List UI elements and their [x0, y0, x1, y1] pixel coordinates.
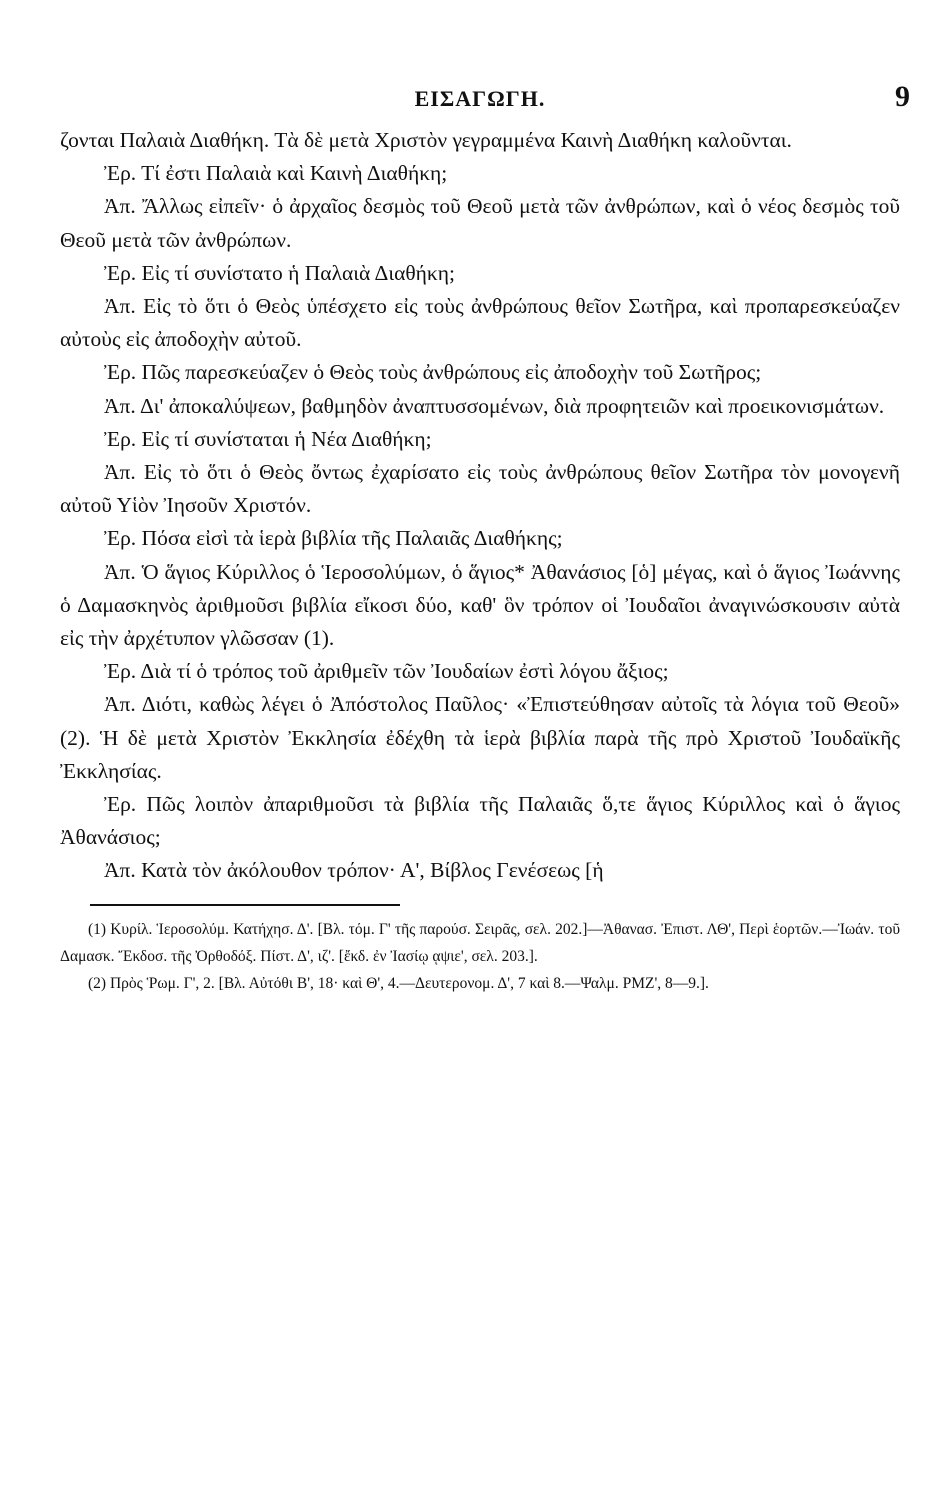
question-paragraph: Ἐρ. Διὰ τί ὁ τρόπος τοῦ ἀριθμεῖν τῶν Ἰουδαίων ἐστὶ λόγου ἄξιος; — [104, 659, 669, 684]
question-paragraph: Ἐρ. Πῶς παρεσκεύαζεν ὁ Θεὸς τοὺς ἀνθρώπους εἰς ἀποδοχὴν τοῦ Σωτῆρος; — [104, 360, 762, 385]
answer-paragraph: Ἀπ. Ἄλλως εἰπεῖν· ὁ ἀρχαῖος δεσμὸς τοῦ Θεοῦ μετὰ τῶν ἀνθρώπων, καὶ ὁ νέος δεσμὸς τοῦ Θεοῦ μετὰ τῶν ἀνθρώπων. — [60, 194, 900, 252]
footnote-1: (1) Κυρίλ. Ἱεροσολύμ. Κατήχησ. Δ'. [Βλ. τόμ. Γ' τῆς παρούσ. Σειρᾶς, σελ. 202.]—Ἀθανασ. Ἐπιστ. ΛΘ', Περὶ ἑορτῶν.—Ἰωάν. τοῦ Δαμασκ. Ἔκδοσ. τῆς Ὀρθοδόξ. Πίστ. Δ', ιζ'. [ἔκδ. ἐν Ἰασίῳ ᾳψιε', σελ. 203.]. — [60, 920, 900, 965]
question-paragraph: Ἐρ. Εἰς τί συνίσταται ἡ Νέα Διαθήκη; — [104, 426, 432, 451]
answer-paragraph: Ἀπ. Εἰς τὸ ὅτι ὁ Θεὸς ὑπέσχετο εἰς τοὺς ἀνθρώπους θεῖον Σωτῆρα, καὶ προπαρεσκεύαζεν αὐτοὺς εἰς ἀποδοχὴν αὐτοῦ. — [60, 294, 900, 352]
answer-paragraph: Ἀπ. Διότι, καθὼς λέγει ὁ Ἀπόστολος Παῦλος· «Ἐπιστεύθησαν αὐτοῖς τὰ λόγια τοῦ Θεοῦ» (2). Ἡ δὲ μετὰ Χριστὸν Ἐκκλησία ἐδέχθη τὰ ἱερὰ βιβλία παρὰ τῆς πρὸ Χριστοῦ Ἰουδαϊκῆς Ἐκκλησίας. — [60, 692, 900, 783]
question-paragraph: Ἐρ. Εἰς τί συνίστατο ἡ Παλαιὰ Διαθήκη; — [104, 260, 455, 285]
question-paragraph: Ἐρ. Πῶς λοιπὸν ἀπαριθμοῦσι τὰ βιβλία τῆς Παλαιᾶς ὅ,τε ἅγιος Κύριλλος καὶ ὁ ἅγιος Ἀθανάσιος; — [60, 792, 900, 850]
footnotes — [60, 916, 900, 997]
page-number: 9 — [895, 80, 910, 113]
answer-paragraph: Ἀπ. Εἰς τὸ ὅτι ὁ Θεὸς ὄντως ἐχαρίσατο εἰς τοὺς ἀνθρώπους θεῖον Σωτῆρα τὸν μονογενῆ αὐτοῦ Υἱὸν Ἰησοῦν Χριστόν. — [60, 460, 900, 518]
answer-paragraph: Ἀπ. Κατὰ τὸν ἀκόλουθον τρόπον· Α', Βίβλος Γενέσεως [ἡ — [104, 858, 604, 883]
footnote-2: (2) Πρὸς Ῥωμ. Γ', 2. [Βλ. Αὐτόθι Β', 18· καὶ Θ', 4.—Δευτερονομ. Δ', 7 καὶ 8.—Ψαλμ. ΡΜΖ', 8—9.]. — [88, 974, 709, 992]
running-head — [60, 80, 910, 124]
main-text — [60, 124, 900, 888]
answer-paragraph: Ἀπ. Δι' ἀποκαλύψεων, βαθμηδὸν ἀναπτυσσομένων, διὰ προφητειῶν καὶ προεικονισμάτων. — [104, 393, 885, 418]
question-paragraph: Ἐρ. Τί ἐστι Παλαιὰ καὶ Καινὴ Διαθήκη; — [104, 161, 448, 186]
question-paragraph: Ἐρ. Πόσα εἰσὶ τὰ ἱερὰ βιβλία τῆς Παλαιᾶς Διαθήκης; — [104, 526, 563, 551]
answer-paragraph: Ἀπ. Ὁ ἅγιος Κύριλλος ὁ Ἱεροσολύμων, ὁ ἅγιος* Ἀθανάσιος [ὁ] μέγας, καὶ ὁ ἅγιος Ἰωάννης ὁ Δαμασκηνὸς ἀριθμοῦσι βιβλία εἴκοσι δύο, καθ' ὃν τρόπον οἱ Ἰουδαῖοι ἀναγινώσκουσιν αὐτὰ εἰς τὴν ἀρχέτυπον γλῶσσαν (1). — [60, 559, 900, 651]
book-page — [60, 80, 910, 997]
footnote-divider — [90, 904, 400, 906]
paragraph-continuation: ζονται Παλαιὰ Διαθήκη. Τὰ δὲ μετὰ Χριστὸν γεγραμμένα Καινὴ Διαθήκη καλοῦνται. — [60, 128, 792, 152]
running-title: ΕΙΣΑΓΩΓΗ. — [414, 86, 546, 111]
